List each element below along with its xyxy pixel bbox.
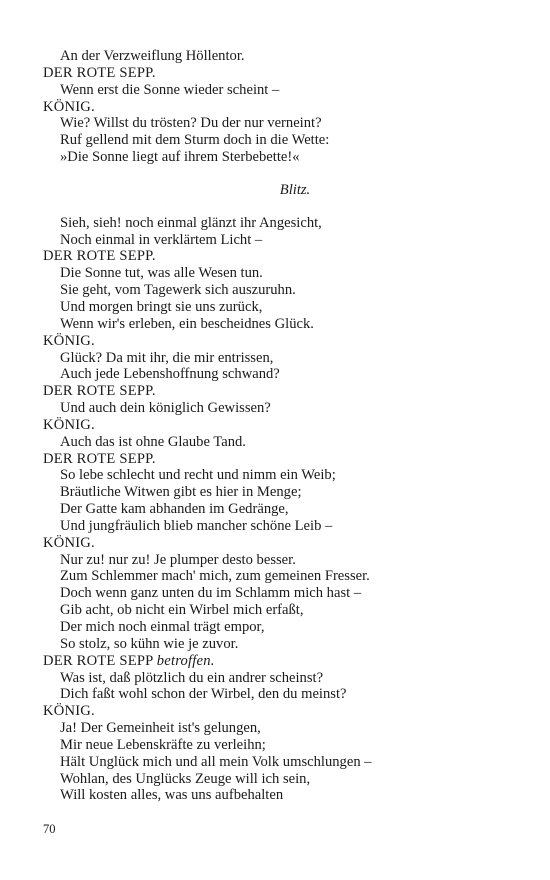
verse-line: Hält Unglück mich und all mein Volk umschlungen – [60, 753, 372, 770]
speaker-name [43, 653, 513, 670]
verse-line: Glück? Da mit ihr, die mir entrissen, [60, 349, 274, 366]
stage-direction: Blitz. [279, 181, 311, 198]
verse-line: Mir neue Lebenskräfte zu verleihn; [60, 736, 266, 753]
verse-line: Nur zu! nur zu! Je plumper desto besser. [60, 551, 296, 568]
verse-line: Wenn erst die Sonne wieder scheint – [60, 81, 280, 98]
verse-line: Zum Schlemmer mach' mich, zum gemeinen Fresser. [60, 568, 370, 585]
verse-line: Der Gatte kam abhanden im Gedränge, [60, 501, 289, 518]
verse-line: Und auch dein königlich Gewissen? [60, 400, 271, 417]
speaker-name [43, 248, 513, 265]
speaker-name [43, 703, 513, 720]
speaker-label: KÖNIG. [43, 534, 95, 551]
speaker-label: KÖNIG. [43, 332, 95, 349]
verse-line: »Die Sonne liegt auf ihrem Sterbebette!« [60, 149, 300, 166]
verse-line: Wohlan, des Unglücks Zeuge will ich sein, [60, 770, 311, 787]
speaker-label: DER ROTE SEPP. [43, 383, 156, 400]
verse-line: Will kosten alles, was uns aufbehalten [60, 787, 284, 804]
speaker-label: DER ROTE SEPP [43, 652, 153, 669]
verse-line: Auch das ist ohne Glaube Tand. [60, 433, 246, 450]
verse-line: So lebe schlecht und recht und nimm ein Weib; [60, 467, 336, 484]
verse-line: An der Verzweiflung Höllentor. [60, 48, 245, 64]
speaker-label: KÖNIG. [43, 703, 95, 720]
verse-line: Und jungfräulich blieb mancher schöne Leib – [60, 517, 333, 534]
verse-line: Bräutliche Witwen gibt es hier in Menge; [60, 484, 302, 501]
verse-line: Wenn wir's erleben, ein bescheidnes Glück. [60, 315, 314, 332]
speaker-name [43, 417, 513, 434]
stage-direction-inline: betroffen. [156, 652, 215, 669]
verse-line: Ruf gellend mit dem Sturm doch in die Wette: [60, 132, 330, 149]
speaker-name [43, 535, 513, 552]
speaker-label: KÖNIG. [43, 416, 95, 433]
verse-line: Ja! Der Gemeinheit ist's gelungen, [60, 720, 261, 737]
page-number: 70 [43, 822, 56, 836]
speaker-name [43, 99, 513, 116]
verse-line: Und morgen bringt sie uns zurück, [60, 298, 263, 315]
verse-line: Sie geht, vom Tagewerk sich auszuruhn. [60, 282, 296, 299]
verse-line: Dich faßt wohl schon der Wirbel, den du meinst? [60, 686, 347, 703]
verse-line: Auch jede Lebenshoffnung schwand? [60, 366, 280, 383]
verse-line: So stolz, so kühn wie je zuvor. [60, 635, 239, 652]
speaker-label: DER ROTE SEPP. [43, 248, 156, 265]
verse-line: Doch wenn ganz unten du im Schlamm mich hast – [60, 585, 362, 602]
speaker-label: DER ROTE SEPP. [43, 64, 156, 81]
speaker-name [43, 451, 513, 468]
verse-line: Sieh, sieh! noch einmal glänzt ihr Angesicht, [60, 214, 322, 231]
verse-line: Gib acht, ob nicht ein Wirbel mich erfaßt, [60, 602, 304, 619]
page-text [43, 48, 513, 804]
speaker-label: KÖNIG. [43, 98, 95, 115]
verse-line: Die Sonne tut, was alle Wesen tun. [60, 265, 263, 282]
speaker-name [43, 65, 513, 82]
verse-line: Noch einmal in verklärtem Licht – [60, 231, 263, 248]
verse-line: Was ist, daß plötzlich du ein andrer scheinst? [60, 669, 324, 686]
verse-line: Der mich noch einmal trägt empor, [60, 619, 265, 635]
speaker-name [43, 383, 513, 400]
speaker-name [43, 333, 513, 350]
verse-line: Wie? Willst du trösten? Du der nur verneint? [60, 115, 322, 132]
speaker-label: DER ROTE SEPP. [43, 450, 156, 467]
